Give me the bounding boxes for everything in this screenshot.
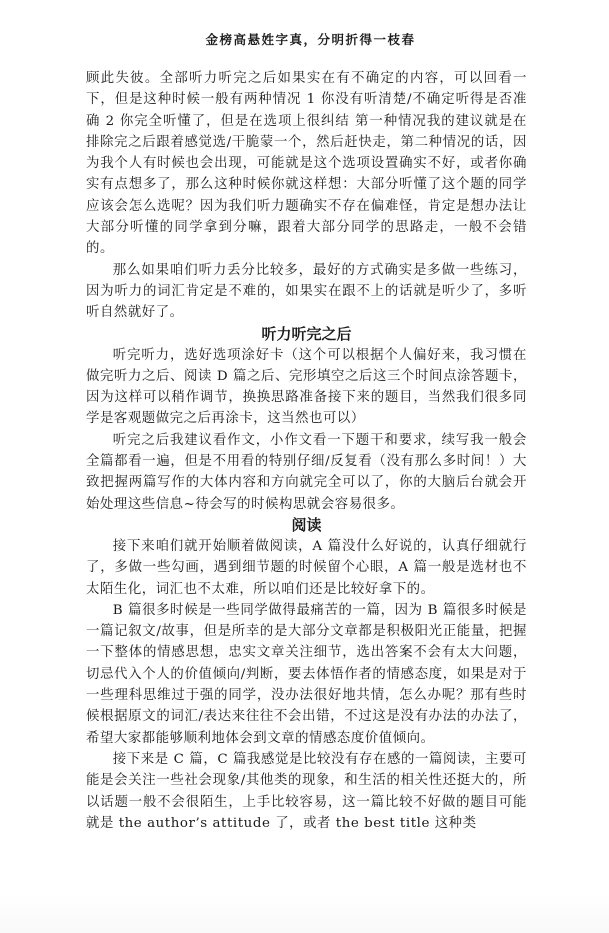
paragraph-reading-b: B 篇很多时候是一些同学做得最痛苦的一篇，因为 B 篇很多时候是一篇记叙文/故事，但是所幸的是大部分文章都是积极阳光正能量，把握一下整体的情感思想，忠实文章关注细节，选出答案不会有太大问题，切忌代入个人的价值倾向/判断，要去体悟作者的情感态度，如果是对于一些理科思维过于强的同学，没办法很好地共情，怎么办呢？那有些时候根据原文的词汇/表达来往往不会出错，不过这是没有办法的办法了，希望大家都能够顺利地体会到文章的情感态度价值倾向。 <box>86 602 527 746</box>
paragraph-answer-sheet: 听完听力，选好选项涂好卡（这个可以根据个人偏好来，我习惯在做完听力之后、阅读 D 篇之后、完形填空之后这三个时间点涂答题卡，因为这样可以稍作调节，换换思路准备接下来的题目，当然我们很多同学是客观题做完之后再涂卡，这当然也可以） <box>86 347 527 427</box>
running-header: 金榜高悬姓字真，分明折得一枝春 <box>205 32 416 47</box>
paragraph-writing-preview: 听完之后我建议看作文，小作文看一下题干和要求，续写我一般会全篇都看一遍，但是不用看的特别仔细/反复看（没有那么多时间！）大致把握两篇写作的大体内容和方向就完全可以了，你的大脑后台就会开始处理这些信息~待会写的时候构思就会容易很多。 <box>86 432 527 512</box>
paragraph-listening-practice: 那么如果咱们听力丢分比较多，最好的方式确实是多做一些练习，因为听力的词汇肯定是不难的，如果实在跟不上的话就是听少了，多听听自然就好了。 <box>86 262 527 321</box>
section-heading-after-listening: 听力听完之后 <box>261 324 352 343</box>
paragraph-reading-a: 接下来咱们就开始顺着做阅读，A 篇没什么好说的，认真仔细就行了，多做一些勾画，遇到细节题的时候留个心眼，A 篇一般是选材也不太陌生化，词汇也不太难，所以咱们还是比较好拿下的。 <box>86 538 527 597</box>
paragraph-listening-review: 顾此失彼。全部听力听完之后如果实在有不确定的内容，可以回看一下，但是这种时候一般有两种情况 1 你没有听清楚/不确定听得是否准确 2 你完全听懂了，但是在选项上很纠结 第一种情况我的建议就是在排除完之后跟着感觉选/干脆蒙一个，然后赶快走，第二种情况的话，因为我个人有时候也会出现，可能就是这个选项设置确实不好，或者你确实有点想多了，那么这种时候你就这样想：大部分听懂了这个题的同学应该会怎么选呢？因为我们听力题确实不存在偏难怪，肯定是想办法让大部分听懂的同学拿到分嘛，跟着大部分同学的思路走，一般不会错的。 <box>86 71 527 257</box>
section-heading-reading: 阅读 <box>291 515 322 534</box>
page-bottom-shade <box>0 893 609 933</box>
paragraph-reading-c: 接下来是 C 篇，C 篇我感觉是比较没有存在感的一篇阅读，主要可能是会关注一些社会现象/其他类的现象，和生活的相关性还挺大的，所以话题一般不会很陌生，上手比较容易，这一篇比较不好做的题目可能就是 the author’s attitude 了，或者 the best title 这种类 <box>86 751 527 831</box>
